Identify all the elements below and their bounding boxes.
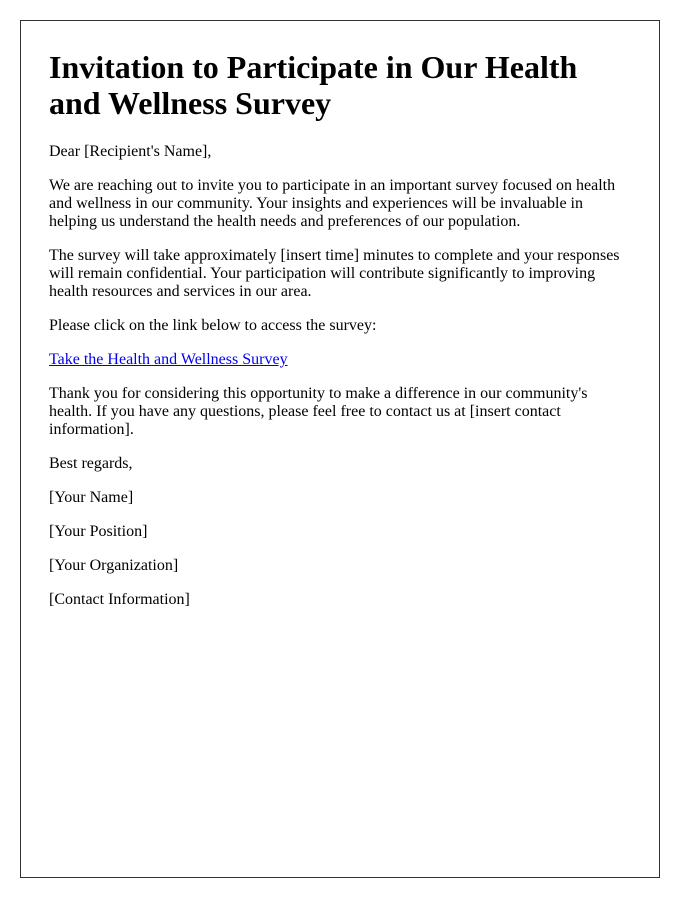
survey-link-wrapper <box>49 351 631 369</box>
letter-title: Invitation to Participate in Our Health and Wellness Survey <box>49 49 578 121</box>
survey-link[interactable]: Take the Health and Wellness Survey <box>49 351 288 368</box>
closing: Best regards, <box>49 455 133 472</box>
details-paragraph: The survey will take approximately [insert time] minutes to complete and your responses will remain confidential. Your participation will contribute significantly to improving health resources and services in our area. <box>49 247 620 300</box>
sender-position: [Your Position] <box>49 523 148 540</box>
sender-name: [Your Name] <box>49 489 134 506</box>
intro-paragraph: We are reaching out to invite you to participate in an important survey focused on health and wellness in our community. Your insights and experiences will be invaluable in helping us understand the health needs and preferences of our population. <box>49 177 616 230</box>
sender-contact: [Contact Information] <box>49 591 190 608</box>
greeting: Dear [Recipient's Name], <box>49 143 212 160</box>
sender-organization: [Your Organization] <box>49 557 179 574</box>
thanks-paragraph: Thank you for considering this opportunity to make a difference in our community's health. If you have any questions, please feel free to contact us at [insert contact information]. <box>49 385 588 438</box>
link-instruction: Please click on the link below to access the survey: <box>49 317 377 334</box>
letter-container <box>20 20 660 878</box>
